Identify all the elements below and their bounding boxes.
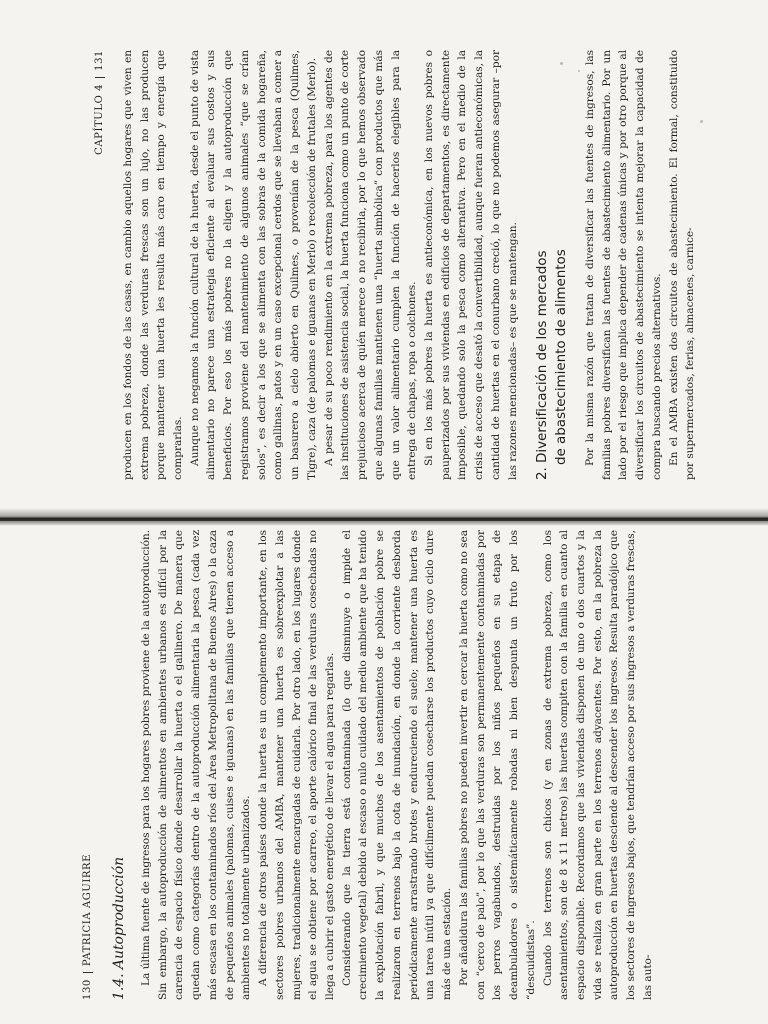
paragraph: La última fuente de ingresos para los hogares pobres proviene de la autoproducción. Sin embargo, la autoproducción de alimentos en ambientes urbanos es difícil por la carencia de espacio físico donde desarrollar la huerta o el gallinero. De manera que quedan como categorías dentro de la autoproducción alimentaria la pesca (cada vez más escasa en los contaminados ríos del Área Metropolitana de Buenos Aires) o la caza de pequeños animales (palomas, cuises e iguanas) en las familias que tienen acceso a ambientes no totalmente urbanizados.: [139, 530, 253, 1000]
author-name: PATRICIA AGUIRRE: [82, 853, 93, 967]
scan-speck: [578, 70, 580, 72]
right-page: [92, 50, 697, 480]
chapter-label: CAPÍTULO 4: [94, 83, 105, 155]
left-page: [80, 530, 654, 1000]
page-number: 130: [82, 979, 93, 1000]
book-gutter-shadow: [0, 508, 768, 526]
page-number: 131: [94, 50, 105, 71]
paragraph: A diferencia de otros países donde la huerta es un complemento importante, en los sectores pobres urbanos del AMBA, mantener una huerta es sobreexplotar a las mujeres, tradicionalmente encargadas de cuidarla. Por otro lado, en los lugares donde el agua se obtiene por acarreo, el aporte calórico final de las verduras cosechadas no llega a cubrir el gasto energético de llevar el agua para regarlas.: [257, 530, 336, 1000]
running-head-right: [92, 50, 108, 480]
paragraph: A pesar de su poco rendimiento en la extrema pobreza, para los agentes de las instituciones de asistencia social, la huerta funciona como un punto de corte prejuicioso acerca de quién merece o no recibirla, por lo que hemos observado que algunas familias mantienen una “huerta simbólica” con productos que más que un valor alimentario cumplen la función de hacerlos elegibles para la entrega de chapas, ropa o colchones.: [322, 50, 419, 480]
paragraph: Por añadidura las familias pobres no pueden invertir en cercar la huerta como no sea con “cerco de palo”, por lo que las verduras son permanentemente contaminadas por los perros vagabundos, destruidas por los niños pequeños en su etapa de deambuladores o sistemáticamente robadas ni bien despunta un fruto por los “descuidistas”.: [457, 530, 537, 1000]
scan-speck: [700, 120, 703, 123]
running-head-left: [80, 530, 96, 1000]
section-title: 1.4. Autoproducción: [110, 856, 127, 1000]
section-2-title: [533, 50, 569, 480]
paragraph: producen en los fondos de las casas, en cambio aquellos hogares que viven en extrema pobreza, donde las verduras frescas son un lujo, no las producen porque mantener una huerta les resulta más caro en tiempo y energía que comprarlas.: [121, 50, 184, 480]
paragraph: Por la misma razón que tratan de diversificar las fuentes de ingresos, las familias pobres diversifican las fuentes de abastecimiento alimentario. Por un lado por el riesgo que implica depender de cadenas únicas y por otro porque al diversificar los circuitos de abastecimiento se intenta mejorar la capacidad de compra buscando precios alternativos.: [583, 50, 663, 480]
paragraph: Aunque no negamos la función cultural de la huerta, desde el punto de vista alimentario no parece una estrategia eficiente al evaluar sus costos y sus beneficios. Por eso los más pobres no la eligen y la autoproducción que registramos proviene del mantenimiento de algunos animales “que se crían solos”, es decir a los que se alimenta con las sobras de la comida hogareña, como gallinas, patos y en un caso excepcional cerdos que se llevaban a comer a un basurero a cielo abierto en Quilmes, o provenían de la pesca (Quilmes, Tigre), caza (de palomas e iguanas en Merlo) o recolección de frutales (Merlo).: [188, 50, 318, 480]
paragraph: Cuando los terrenos son chicos (y en zonas de extrema pobreza, como los asentamientos, son de 8 x 11 metros) las huertas compiten con la familia en cuanto al espacio disponible. Recordamos que las viviendas disponen de uno o dos cuartos y la vida se realiza en gran parte en los terrenos adyacentes. Por esto, en la pobreza la autoproducción en huertas desciende al descender los ingresos. Resulta paradójico que los sectores de ingresos bajos, que tendrían acceso por sus ingresos a verduras frescas, las auto-: [541, 530, 654, 1000]
scan-speck: [560, 62, 563, 65]
header-separator: [95, 77, 105, 78]
header-separator: [83, 972, 93, 973]
section-2-title-line-1: 2. Diversificación de los mercados: [534, 250, 551, 480]
paragraph: Si en los más pobres la huerta es antieconómica, en los nuevos pobres o pauperizados por sus viviendas en edificios de departamentos, es directamente imposible, quedando solo la pesca como alternativa. Pero en el medio de la crisis de acceso que desató la convertibilidad, aunque fueran antieconómicas, la cantidad de huertas en el conurbano creció, lo que no podemos asegurar –por las razones mencionadas– es que se mantengan.: [423, 50, 519, 480]
paragraph: Considerando que la tierra está contaminada (lo que disminuye o impide el crecimiento vegetal) debido al escaso o nulo cuidado del medio ambiente que ha tenido la explotación fabril, y que muchos de los asentamientos de población pobre se realizaron en terrenos bajo la cota de inundación, en donde la corriente desborda periódicamente arrastrando brotes y endureciendo el suelo; mantener una huerta es una tarea inútil ya que difícilmente puedan cosecharse los productos cuyo ciclo dure más de una estación.: [340, 530, 454, 1000]
paragraph: En el AMBA existen dos circuitos de abastecimiento. El formal, constituido por supermercados, ferias, almacenes, carnice-: [667, 50, 697, 480]
book-gutter-line: [0, 518, 768, 521]
section-2-title-line-2: de abastecimiento de alimentos: [552, 249, 569, 465]
